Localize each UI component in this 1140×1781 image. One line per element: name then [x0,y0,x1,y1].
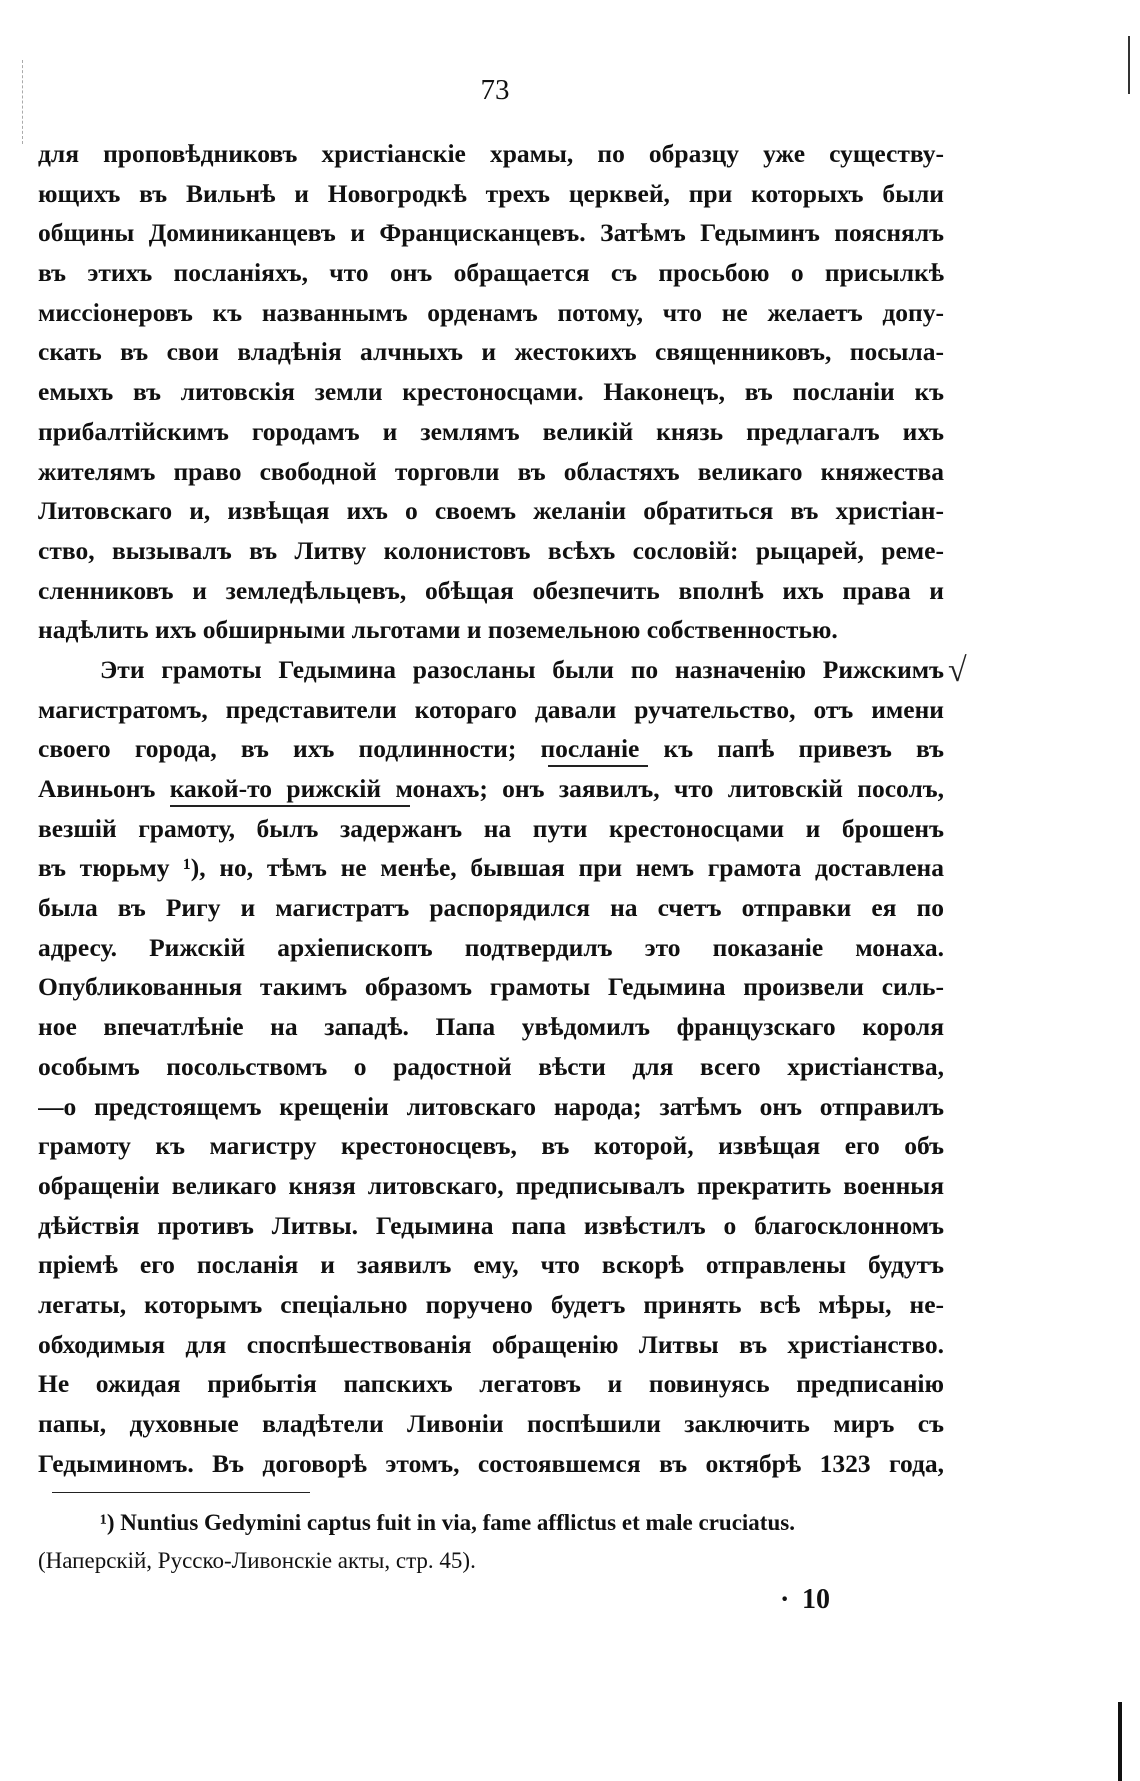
margin-check-mark: √ [948,652,967,689]
text-line: своего города, въ ихъ подлинности; посланіе къ папѣ привезъ въ [38,734,944,764]
text-line: общины Доминиканцевъ и Францисканцевъ. Затѣмъ Гедыминъ пояснялъ [38,218,944,248]
text-line: въ тюрьму ¹), но, тѣмъ не менѣе, бывшая при немъ грамота доставлена [38,853,944,883]
text-line: надѣлить ихъ обширными льготами и поземельною собственностью. [38,615,838,645]
text-line: емыхъ въ литовскія земли крестоносцами. Наконецъ, въ посланіи къ [38,377,944,407]
text-line: магистратомъ, представители котораго давали ручательство, отъ имени [38,694,944,724]
text-line: обходимыя для споспѣшествованія обращенію Литвы въ христіанство. [38,1329,944,1359]
scan-edge-mark [22,60,24,144]
text-line: ющихъ въ Вильнѣ и Новогродкѣ трехъ церквей, при которыхъ были [38,178,944,208]
text-line: дѣйствія противъ Литвы. Гедымина папа извѣстилъ о благосклонномъ [38,1210,944,1240]
text-line: Гедыминомъ. Въ договорѣ этомъ, состоявшемся въ октябрѣ 1323 года, [38,1448,944,1478]
text-line: особымъ посольствомъ о радостной вѣсти для всего христіанства, [38,1051,944,1081]
footnotes [38,1504,944,1580]
handwritten-underline [170,805,410,807]
text-line: грамоту къ магистру крестоносцевъ, въ которой, извѣщая его объ [38,1131,944,1161]
handwritten-underline [548,765,648,767]
text-line: обращеніи великаго князя литовскаго, предписывалъ прекратить военныя [38,1170,944,1200]
text-line: ное впечатлѣніе на западѣ. Папа увѣдомилъ французскаго короля [38,1012,944,1042]
signature-dot: · [780,1584,790,1615]
text-line: была въ Ригу и магистратъ распорядился на счетъ отправки ея по [38,893,944,923]
page-number: 73 [480,74,510,106]
text-line: Авиньонъ какой-то рижскій монахъ; онъ заявилъ, что литовскій посолъ, [38,774,944,803]
text-line: прибалтійскимъ городамъ и землямъ великій князь предлагалъ ихъ [38,416,944,446]
text-line: для проповѣдниковъ христіанскіе храмы, по образцу уже существу- [38,139,944,168]
text-line: пріемѣ его посланія и заявилъ ему, что вскорѣ отправлены будутъ [38,1250,944,1280]
footnote-line: ¹) Nuntius Gedymini captus fuit in via, fame afflictus et male cruciatus. [100,1510,795,1535]
text-line: сленниковъ и земледѣльцевъ, обѣщая обезпечить вполнѣ ихъ права и [38,575,944,605]
printer-signature-mark: 10 [802,1584,830,1615]
text-line: адресу. Рижскій архіепископъ подтвердилъ это показаніе монаха. [38,932,944,962]
scan-edge-mark [1128,36,1130,94]
footnote-divider [52,1492,310,1493]
text-line: жителямъ право свободной торговли въ областяхъ великаго княжества [38,456,944,486]
text-line: скать въ свои владѣнія алчныхъ и жестокихъ священниковъ, посыла- [38,337,944,367]
text-line: въ этихъ посланіяхъ, что онъ обращается съ просьбою о присылкѣ [38,258,944,288]
text-line: —о предстоящемъ крещеніи литовскаго народа; затѣмъ онъ отправилъ [38,1091,944,1121]
text-line: Не ожидая прибытія папскихъ легатовъ и повинуясь предписанію [38,1369,944,1399]
scan-edge-mark [1118,1702,1122,1781]
footnote-line: (Наперскій, Русско-Ливонскіе акты, стр. 45). [38,1548,476,1573]
text-line: миссіонеровъ къ названнымъ орденамъ потому, что не желаетъ допу- [38,297,944,327]
text-line: везшій грамоту, былъ задержанъ на пути крестоносцами и брошенъ [38,813,944,843]
text-line: ство, вызывалъ въ Литву колонистовъ всѣхъ сословій: рыцарей, реме- [38,535,944,565]
text-line: легаты, которымъ спеціально поручено будетъ принять всѣ мѣры, не- [38,1289,944,1319]
text-line: папы, духовные владѣтели Ливоніи поспѣшили заключить миръ съ [38,1409,944,1438]
body-text [38,134,944,1483]
text-line: Эти грамоты Гедымина разосланы были по назначенію Рижскимъ [100,654,944,684]
text-line: Опубликованныя такимъ образомъ грамоты Гедымина произвели силь- [38,972,944,1002]
text-line: Литовскаго и, извѣщая ихъ о своемъ желаніи обратиться въ христіан- [38,496,944,526]
